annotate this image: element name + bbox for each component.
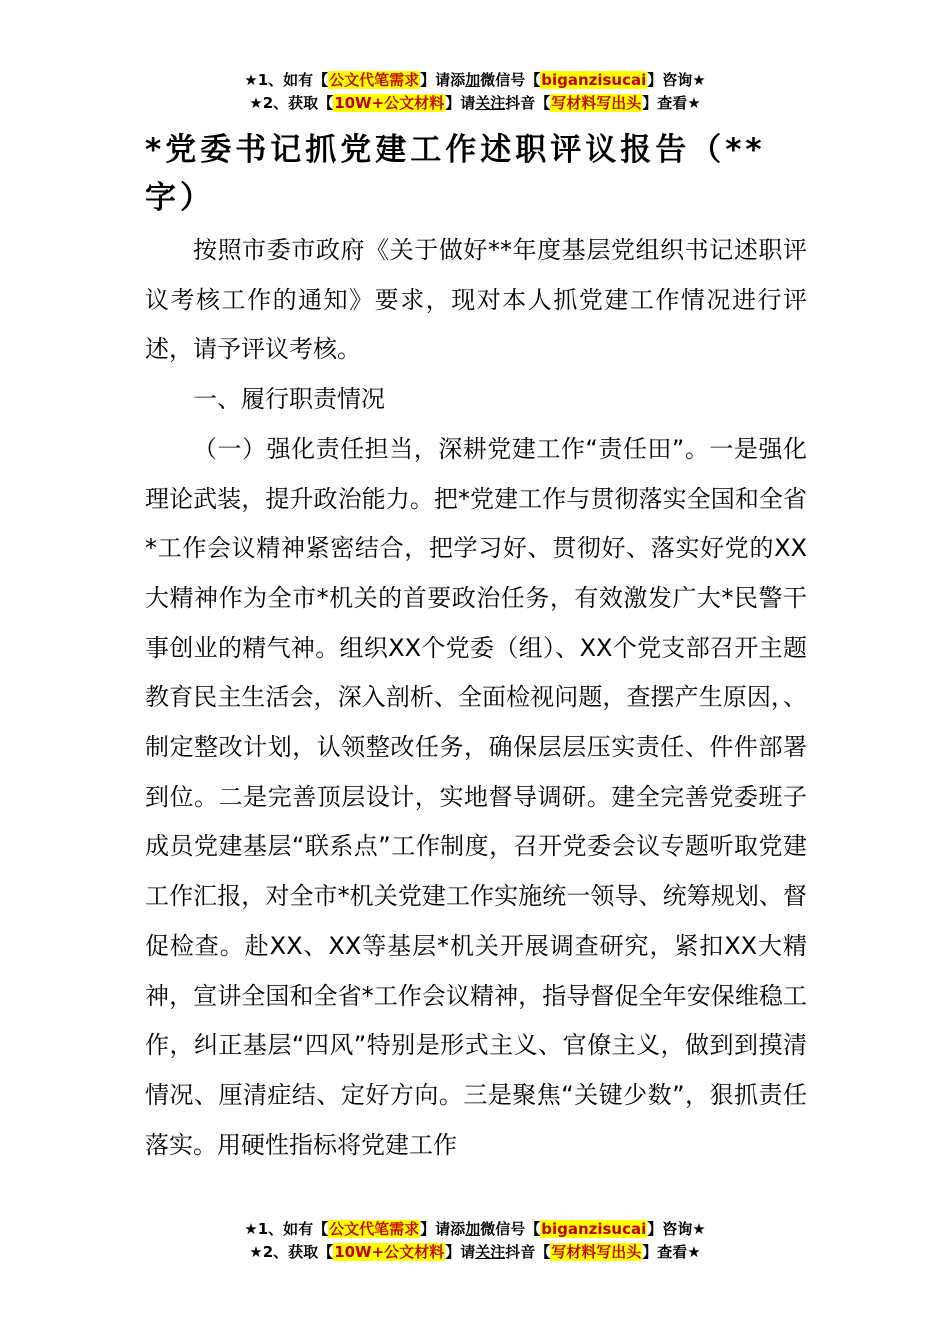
document-title: *党委书记抓党建工作述职评议报告（**字）	[145, 132, 766, 216]
promo-underline: 关注	[475, 1243, 506, 1261]
promo-line-1	[0, 69, 950, 92]
promo-line-2	[0, 1241, 950, 1264]
promo-highlight: 10W+公文材料	[334, 1243, 445, 1261]
promo-text: 微信号【	[480, 71, 541, 89]
promo-banner-top	[0, 69, 950, 115]
promo-text: ★2、获取【	[249, 1243, 334, 1261]
promo-highlight: 公文代笔需求	[329, 71, 420, 89]
promo-text: 】咨询★	[647, 71, 706, 89]
promo-text: 】请添	[420, 71, 466, 89]
promo-underline: 加	[465, 1220, 481, 1238]
promo-underline: 关注	[475, 94, 506, 112]
promo-highlight: biganzisucai	[541, 71, 647, 89]
promo-text: 抖音【	[505, 94, 551, 112]
promo-highlight: 公文代笔需求	[329, 1220, 420, 1238]
promo-highlight: biganzisucai	[541, 1220, 647, 1238]
promo-line-1	[0, 1218, 950, 1241]
promo-text: 微信号【	[480, 1220, 541, 1238]
section-heading: 一、履行职责情况	[193, 385, 385, 414]
promo-text: 】查看★	[642, 94, 701, 112]
promo-text: ★1、如有【	[244, 1220, 329, 1238]
document-body	[145, 126, 807, 1170]
promo-text: 】请	[445, 94, 476, 112]
promo-text: 】咨询★	[647, 1220, 706, 1238]
promo-highlight: 10W+公文材料	[334, 94, 445, 112]
promo-line-2	[0, 92, 950, 115]
promo-text: 抖音【	[505, 1243, 551, 1261]
promo-highlight: 写材料写出头	[551, 94, 642, 112]
promo-text: ★1、如有【	[244, 71, 329, 89]
promo-text: 】请添	[420, 1220, 466, 1238]
promo-banner-bottom	[0, 1218, 950, 1264]
paragraph-intro: 按照市委市政府《关于做好**年度基层党组织书记述职评议考核工作的通知》要求，现对本人抓党建工作情况进行评述，请予评议考核。	[145, 236, 807, 364]
promo-underline: 加	[465, 71, 481, 89]
promo-text: ★2、获取【	[249, 94, 334, 112]
promo-text: 】请	[445, 1243, 476, 1261]
paragraph-body: （一）强化责任担当，深耕党建工作“责任田”。一是强化理论武装，提升政治能力。把*党建工作与贯彻落实全国和全省*工作会议精神紧密结合，把学习好、贯彻好、落实好党的XX大精神作为全市*机关的首要政治任务，有效激发广大*民警干事创业的精气神。组织XX个党委（组）、XX个党支部召开主题教育民主生活会，深入剖析、全面检视问题，查摆产生原因，、制定整改计划，认领整改任务，确保层层压实责任、件件部署到位。二是完善顶层设计，实地督导调研。建全完善党委班子成员党建基层“联系点”工作制度，召开党委会议专题听取党建工作汇报，对全市*机关党建工作实施统一领导、统筹规划、督促检查。赴XX、XX等基层*机关开展调查研究，紧扣XX大精神，宣讲全国和全省*工作会议精神，指导督促全年安保维稳工作，纠正基层“四风”特别是形式主义、官僚主义，做到到摸清情况、厘清症结、定好方向。三是聚焦“关键少数”，狠抓责任落实。用硬性指标将党建工作	[145, 434, 807, 1159]
promo-text: 】查看★	[642, 1243, 701, 1261]
promo-highlight: 写材料写出头	[551, 1243, 642, 1261]
